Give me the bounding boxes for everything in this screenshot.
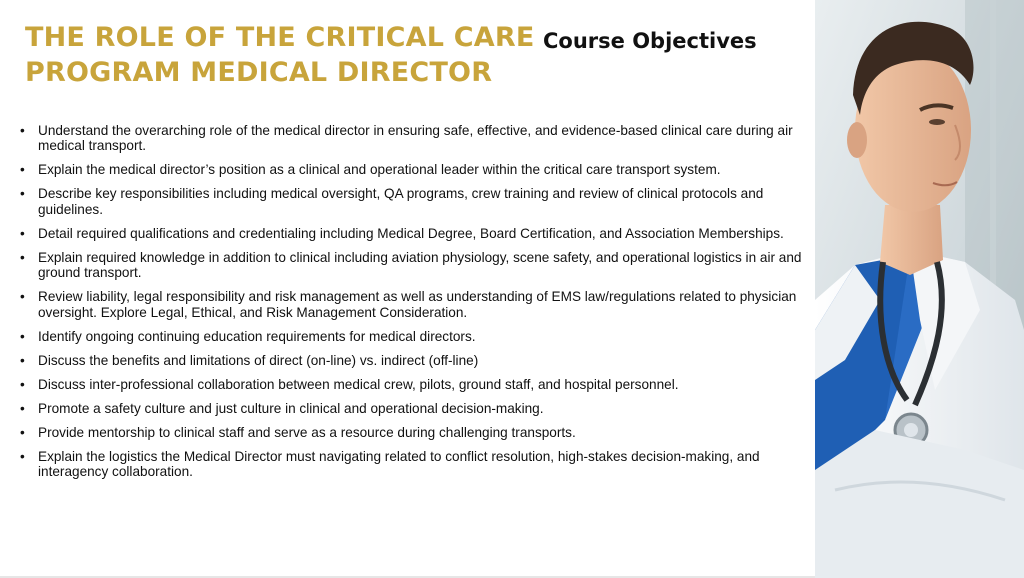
bullet-icon: • <box>20 123 25 138</box>
bullet-icon: • <box>20 400 25 416</box>
objective-text: Identify ongoing continuing education requirements for medical directors. <box>38 328 476 344</box>
slide-title: THE ROLE OF THE CRITICAL CARE PROGRAM MEDICAL DIRECTOR <box>25 22 535 88</box>
objectives-list <box>18 123 818 488</box>
objective-text: Provide mentorship to clinical staff and serve as a resource during challenging transports. <box>38 424 576 440</box>
objective-item <box>18 226 818 241</box>
objective-item <box>18 377 818 392</box>
objective-item <box>18 289 818 320</box>
bullet-icon: • <box>20 225 25 241</box>
objective-item <box>18 186 818 217</box>
objective-text: Explain the logistics the Medical Director must navigating related to conflict resolution, high-stakes decision-making, and interagency collaboration. <box>38 448 760 480</box>
objective-item <box>18 250 818 281</box>
bullet-icon: • <box>20 328 25 344</box>
bullet-icon: • <box>20 448 25 464</box>
objective-text: Understand the overarching role of the medical director in ensuring safe, effective, and evidence-based clinical care during air medical transport. <box>38 123 793 154</box>
objective-text: Describe key responsibilities including medical oversight, QA programs, crew training and review of clinical protocols and guidelines. <box>38 186 764 217</box>
objective-text: Explain the medical director’s position as a clinical and operational leader within the critical care transport system. <box>38 162 721 178</box>
objective-item <box>18 123 818 154</box>
bullet-icon: • <box>20 289 25 305</box>
slide-subtitle: Course Objectives <box>543 29 757 53</box>
objective-item <box>18 449 818 480</box>
objective-text: Review liability, legal responsibility and risk management as well as understanding of EMS law/regulations related to physician oversight. Explore Legal, Ethical, and Risk Management Consideration. <box>38 289 797 320</box>
objective-item <box>18 162 818 177</box>
objective-text: Discuss the benefits and limitations of direct (on-line) vs. indirect (off-line) <box>38 352 479 368</box>
bullet-icon: • <box>20 424 25 440</box>
bullet-icon: • <box>20 249 25 265</box>
bullet-icon: • <box>20 376 25 392</box>
objective-text: Promote a safety culture and just culture in clinical and operational decision-making. <box>38 400 544 416</box>
bullet-icon: • <box>20 162 25 178</box>
objective-text: Discuss inter-professional collaboration between medical crew, pilots, ground staff, and hospital personnel. <box>38 376 679 392</box>
objective-text: Detail required qualifications and credentialing including Medical Degree, Board Certification, and Association Memberships. <box>38 225 784 241</box>
objective-text: Explain required knowledge in addition to clinical including aviation physiology, scene safety, and operational logistics in air and ground transport. <box>38 249 802 281</box>
bullet-icon: • <box>20 352 25 368</box>
bullet-icon: • <box>20 186 25 202</box>
doctor-photo <box>815 0 1024 578</box>
objective-item <box>18 425 818 440</box>
objective-item <box>18 329 818 344</box>
objective-item <box>18 353 818 368</box>
objective-item <box>18 401 818 416</box>
